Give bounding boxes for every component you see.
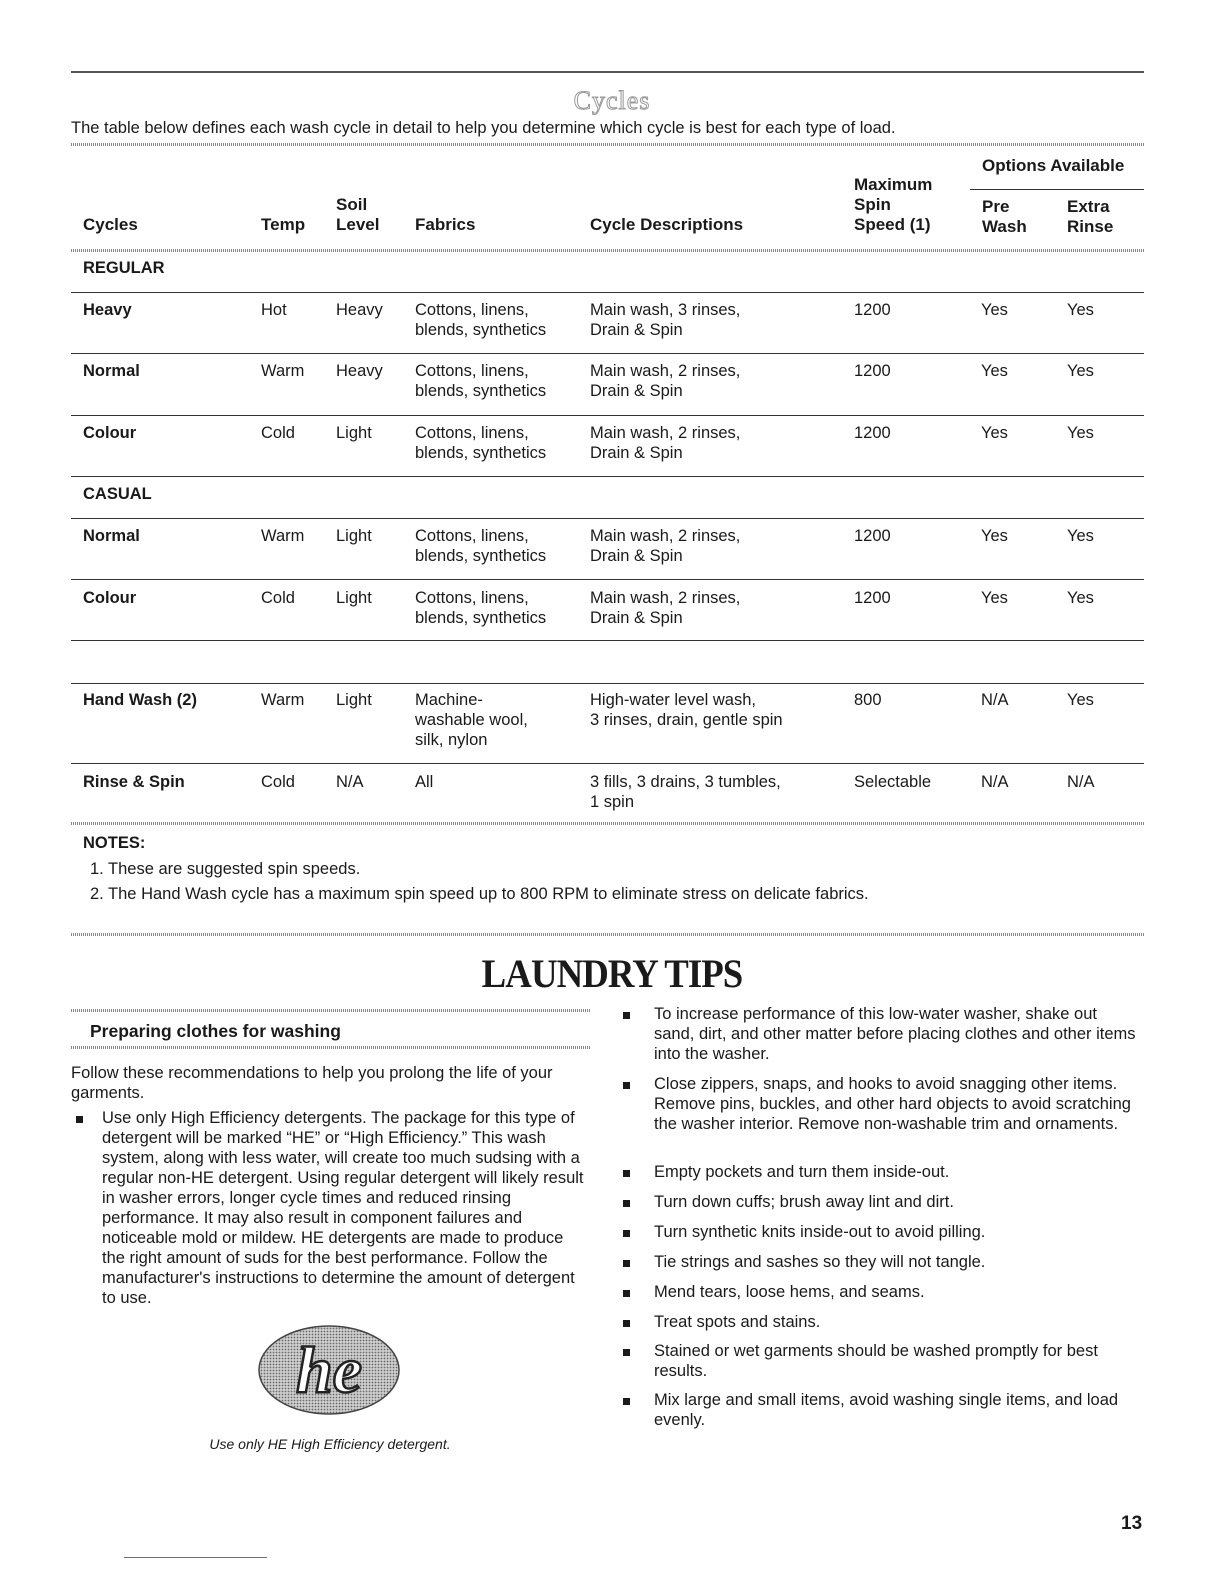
- list-item: Mix large and small items, avoid washing single items, and load evenly.: [654, 1391, 1119, 1429]
- cell-temp: Warm: [261, 527, 305, 545]
- row-divider: [71, 292, 1144, 293]
- cell-fabrics: All: [415, 773, 434, 791]
- cell-description: Main wash, 2 rinses, Drain & Spin: [590, 424, 741, 462]
- section-title-cycles: Cycles: [573, 86, 651, 115]
- cell-cycle-name: Colour: [83, 424, 137, 442]
- cell-temp: Cold: [261, 773, 295, 791]
- cell-fabrics: Cottons, linens, blends, synthetics: [415, 301, 547, 339]
- list-item: Turn synthetic knits inside-out to avoid pilling.: [654, 1223, 986, 1241]
- row-divider: [71, 683, 1144, 684]
- cell-cycle-name: Heavy: [83, 301, 132, 319]
- he-logo-letters: he: [296, 1334, 362, 1407]
- cell-pre-wash: Yes: [981, 589, 1008, 607]
- row-divider: [71, 640, 1144, 641]
- cell-pre-wash: N/A: [981, 773, 1009, 791]
- cell-soil: Heavy: [336, 362, 383, 380]
- list-item: Stained or wet garments should be washed promptly for best results.: [654, 1342, 1098, 1380]
- note-item: 1. These are suggested spin speeds.: [90, 860, 361, 878]
- cell-cycle-name: Normal: [83, 527, 140, 545]
- cell-extra-rinse: Yes: [1067, 362, 1094, 380]
- row-divider: [71, 579, 1144, 580]
- dotted-divider: [71, 1009, 590, 1012]
- cell-fabrics: Cottons, linens, blends, synthetics: [415, 527, 547, 565]
- dotted-divider: [71, 249, 1144, 252]
- list-item: To increase performance of this low-water washer, shake out sand, dirt, and other matter before placing clothes and other items into the washer.: [654, 1005, 1136, 1063]
- cell-pre-wash: Yes: [981, 301, 1008, 319]
- notes-title: NOTES:: [83, 834, 146, 852]
- cell-fabrics: Machine- washable wool, silk, nylon: [415, 691, 528, 749]
- header-cycle-descriptions: Cycle Descriptions: [590, 215, 744, 234]
- cell-spin: 1200: [854, 362, 891, 380]
- group-label-casual: CASUAL: [83, 485, 152, 503]
- cycles-intro: The table below defines each wash cycle in detail to help you determine which cycle is best for each type of load.: [71, 119, 896, 137]
- cell-description: Main wash, 2 rinses, Drain & Spin: [590, 362, 741, 400]
- he-logo-caption: Use only HE High Efficiency detergent.: [209, 1436, 451, 1452]
- page-number: 13: [1121, 1513, 1143, 1534]
- list-item: Tie strings and sashes so they will not tangle.: [654, 1253, 986, 1271]
- cell-fabrics: Cottons, linens, blends, synthetics: [415, 589, 547, 627]
- row-divider: [71, 518, 1144, 519]
- cell-description: Main wash, 2 rinses, Drain & Spin: [590, 589, 741, 627]
- header-soil-level: Soil Level: [336, 195, 380, 234]
- cell-extra-rinse: N/A: [1067, 773, 1095, 791]
- cell-description: High-water level wash, 3 rinses, drain, gentle spin: [590, 691, 783, 729]
- section-title-laundry-tips: LAUNDRY TIPS: [481, 951, 743, 996]
- prep-intro: Follow these recommendations to help you prolong the life of your garments.: [71, 1064, 553, 1102]
- cell-extra-rinse: Yes: [1067, 589, 1094, 607]
- header-cycles: Cycles: [83, 215, 138, 234]
- list-item: Close zippers, snaps, and hooks to avoid snagging other items. Remove pins, buckles, and other hard objects to avoid scratching the washer interior. Remove non-washable trim and ornaments.: [654, 1075, 1131, 1133]
- cell-fabrics: Cottons, linens, blends, synthetics: [415, 362, 547, 400]
- cell-soil: Light: [336, 589, 372, 607]
- cell-soil: Heavy: [336, 301, 383, 319]
- bullet-icon: [76, 1116, 83, 1123]
- bullet-icon: [623, 1230, 630, 1237]
- dotted-divider: [71, 1046, 590, 1049]
- bullet-icon: [623, 1012, 630, 1019]
- cell-pre-wash: Yes: [981, 527, 1008, 545]
- bullet-icon: [623, 1320, 630, 1327]
- subheading-preparing-clothes: Preparing clothes for washing: [90, 1021, 341, 1041]
- cell-temp: Cold: [261, 589, 295, 607]
- link-underline: [124, 1557, 267, 1558]
- note-item: 2. The Hand Wash cycle has a maximum spin speed up to 800 RPM to eliminate stress on delicate fabrics.: [90, 885, 869, 903]
- cell-soil: Light: [336, 424, 372, 442]
- cell-cycle-name: Colour: [83, 589, 137, 607]
- he-logo-icon: [257, 1324, 401, 1416]
- cell-temp: Hot: [261, 301, 287, 319]
- header-max-spin-speed: Maximum Spin Speed (1): [854, 175, 933, 234]
- cell-spin: 800: [854, 691, 882, 709]
- cell-pre-wash: Yes: [981, 362, 1008, 380]
- cell-soil: N/A: [336, 773, 364, 791]
- bullet-icon: [623, 1170, 630, 1177]
- cell-soil: Light: [336, 527, 372, 545]
- cell-spin: 1200: [854, 589, 891, 607]
- cell-temp: Warm: [261, 691, 305, 709]
- cell-fabrics: Cottons, linens, blends, synthetics: [415, 424, 547, 462]
- bullet-he-detergent: Use only High Efficiency detergents. The package for this type of detergent will be marked “HE” or “High Efficiency.” This wash system, along with less water, will create too much sudsing with a regular non-HE detergent. Using regular detergent will likely result in washer errors, longer cycle times and reduced rinsing performance. It may also result in component failures and noticeable mold or mildew. HE detergents are made to produce the right amount of suds for the best performance. Follow the manufacturer's instructions to determine the amount of detergent to use.: [102, 1109, 584, 1307]
- bullet-icon: [623, 1082, 630, 1089]
- cell-temp: Cold: [261, 424, 295, 442]
- cell-temp: Warm: [261, 362, 305, 380]
- header-fabrics: Fabrics: [415, 215, 476, 234]
- cell-description: Main wash, 2 rinses, Drain & Spin: [590, 527, 741, 565]
- cell-extra-rinse: Yes: [1067, 424, 1094, 442]
- top-rule: [71, 71, 1144, 73]
- cell-cycle-name: Hand Wash (2): [83, 691, 197, 709]
- cell-pre-wash: N/A: [981, 691, 1009, 709]
- row-divider: [71, 476, 1144, 477]
- cell-soil: Light: [336, 691, 372, 709]
- header-options-available: Options Available: [982, 156, 1125, 175]
- row-divider: [71, 763, 1144, 764]
- dotted-divider: [71, 143, 1144, 146]
- list-item: Treat spots and stains.: [654, 1313, 821, 1331]
- cell-extra-rinse: Yes: [1067, 527, 1094, 545]
- cell-spin: 1200: [854, 301, 891, 319]
- bullet-icon: [623, 1200, 630, 1207]
- dotted-divider: [71, 933, 1144, 936]
- list-item: Empty pockets and turn them inside-out.: [654, 1163, 950, 1181]
- row-divider: [71, 353, 1144, 354]
- cell-extra-rinse: Yes: [1067, 691, 1094, 709]
- header-temp: Temp: [261, 215, 306, 234]
- cell-spin: 1200: [854, 424, 891, 442]
- dotted-divider: [71, 822, 1144, 825]
- bullet-icon: [623, 1398, 630, 1405]
- list-item: Mend tears, loose hems, and seams.: [654, 1283, 925, 1301]
- row-divider: [71, 415, 1144, 416]
- cell-pre-wash: Yes: [981, 424, 1008, 442]
- bullet-icon: [623, 1290, 630, 1297]
- cell-spin: Selectable: [854, 773, 932, 791]
- options-rule: [970, 189, 1144, 190]
- cell-description: Main wash, 3 rinses, Drain & Spin: [590, 301, 741, 339]
- cell-cycle-name: Normal: [83, 362, 140, 380]
- cell-extra-rinse: Yes: [1067, 301, 1094, 319]
- cell-spin: 1200: [854, 527, 891, 545]
- list-item: Turn down cuffs; brush away lint and dirt.: [654, 1193, 954, 1211]
- cell-description: 3 fills, 3 drains, 3 tumbles, 1 spin: [590, 773, 781, 811]
- header-pre-wash: Pre Wash: [982, 197, 1027, 236]
- bullet-icon: [623, 1349, 630, 1356]
- header-extra-rinse: Extra Rinse: [1067, 197, 1114, 236]
- bullet-icon: [623, 1260, 630, 1267]
- group-label-regular: REGULAR: [83, 259, 165, 277]
- cell-cycle-name: Rinse & Spin: [83, 773, 185, 791]
